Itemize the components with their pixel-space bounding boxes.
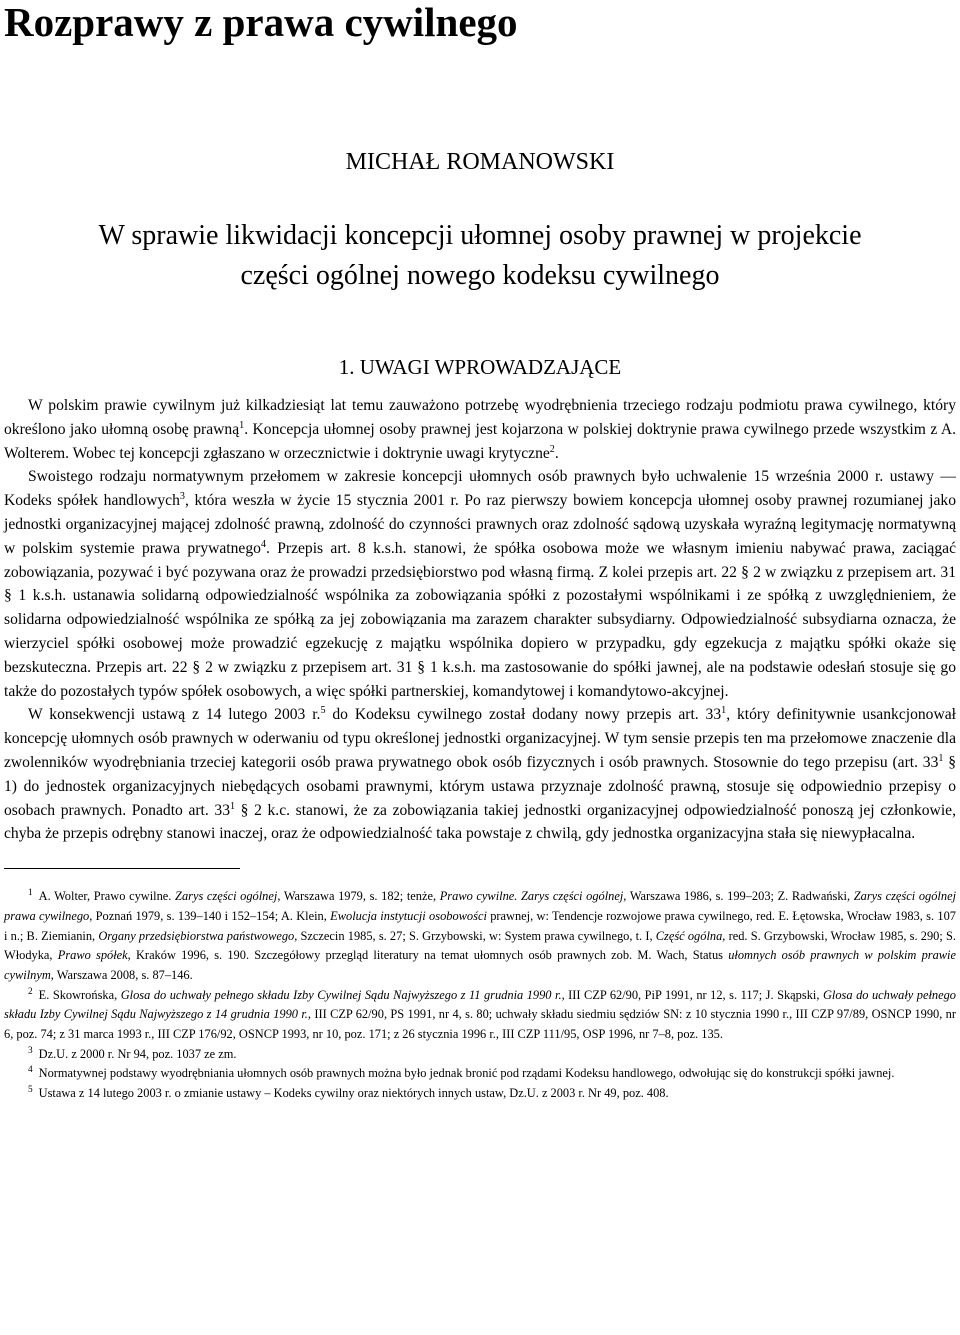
text-run: , Kraków 1996, s. 190. Szczegółowy przegląd literatury na temat ułomnych osób prawnych zob. M. Wach, Status — [127, 948, 729, 963]
article-title-line-2: części ogólnej nowego kodeksu cywilnego — [240, 260, 720, 291]
text-run: prawnej, w: Tendencje rozwojowe prawa cywilnego, red. E. Łętowska, Wrocław 1983, s. 107 i n.; B. Ziemianin, — [4, 908, 956, 943]
article-superscript: 1 — [938, 752, 944, 764]
text-run: , Warszawa 2008, s. 87–146. — [50, 967, 193, 982]
article-superscript: 1 — [721, 705, 727, 717]
journal-title: Rozprawy z prawa cywilnego — [4, 0, 518, 45]
citation-title: Organy przedsiębiorstwa państwowego — [98, 928, 295, 943]
text-run: , Poznań 1979, s. 139–140 i 152–154; A. Klein, — [89, 908, 331, 923]
article-title-line-1: W sprawie likwidacji koncepcji ułomnej osoby prawnej w projekcie — [98, 220, 862, 251]
author-name: MICHAŁ ROMANOWSKI — [345, 149, 615, 175]
text-run: , red. S. Grzybowski, Wrocław 1985, s. 290; S. Włodyka, — [4, 928, 956, 963]
footnote-4 — [4, 1064, 956, 1084]
paragraph-3 — [4, 703, 956, 846]
text-run: § 1) do jednostek organizacyjnych niebędących osobami prawnymi, którym ustawa przyznaje zdolność prawną, stosuje się odpowiednio przepisy o osobach prawnych. Ponadto art. 33 — [4, 753, 956, 819]
section-heading: 1. UWAGI WPROWADZAJĄCE — [338, 355, 622, 379]
footnote-number: 1 — [28, 888, 33, 899]
paragraph-2 — [4, 465, 956, 703]
article-title — [4, 216, 956, 296]
text-run: Ustawa z 14 lutego 2003 r. o zmianie ustawy – Kodeks cywilny oraz niektórych innych ustaw, Dz.U. z 2003 r. Nr 49, poz. 408. — [38, 1086, 669, 1101]
footnote-5 — [4, 1084, 956, 1104]
body-text — [4, 394, 956, 846]
footnote-ref-2[interactable]: 2 — [549, 443, 555, 455]
text-run: Normatywnej podstawy wyodrębniania ułomnych osób prawnych można było jednak bronić pod rządami Kodeksu handlowego, odwołując się do konstrukcji spółki jawnej. — [38, 1066, 895, 1081]
paragraph-1 — [4, 394, 956, 465]
footnote-number: 2 — [28, 986, 33, 997]
text-run: . — [554, 444, 559, 462]
footnote-number: 5 — [28, 1085, 33, 1096]
text-run: , Warszawa 1986, s. 199–203; Z. Radwański, — [623, 889, 854, 904]
text-run: , która weszła w życie 15 stycznia 2001 r. Po raz pierwszy bowiem koncepcja ułomnej osoby prawnej rozumianej jako jednostki organizacyjnej mającej zdolność prawną, zdolność do czynności prawnych oraz zdolność sądową uzyskała wyraźną legitymację normatywną w polskim systemie prawa prywatnego — [4, 492, 957, 557]
text-run: , III CZP 62/90, PS 1991, nr 4, s. 80; uchwały składu siedmiu sędziów SN: z 10 stycznia 1990 r., III CZP 97/89, OSNCP 1990, nr 6, poz. 74; z 31 marca 1993 r., III CZP 176/92, OSNCP 1993, nr 10, poz. 171; z 26 stycznia 1996 r., III CZP 111/95, OSP 1996, nr 7–8, poz. 135. — [4, 1007, 957, 1042]
text-run: , Warszawa 1979, s. 182; tenże, — [277, 889, 440, 904]
document-page — [4, 0, 956, 1104]
citation-title: Ewolucja instytucji osobowości — [330, 908, 487, 923]
text-run: Dz.U. z 2000 r. Nr 94, poz. 1037 ze zm. — [38, 1046, 237, 1061]
citation-title: Glosa do uchwały pełnego składu Izby Cywilnej Sądu Najwyższego z 11 grudnia 1990 r. — [120, 987, 562, 1002]
citation-title: Prawo cywilne. Zarys części ogólnej — [439, 889, 624, 904]
text-run: Swoistego rodzaju normatywnym przełomem w zakresie koncepcji ułomnych osób prawnych było uchwalenie 15 września 2000 r. ustawy ― Kodeks spółek handlowych — [4, 468, 956, 510]
footnote-1 — [4, 887, 956, 986]
citation-title: ułomnych osób prawnych w polskim prawie cywilnym — [4, 948, 956, 982]
text-run: . Przepis art. 8 k.s.h. stanowi, że spółka osobowa może we własnym imieniu nabywać prawa, zaciągać zobowiązania, pozywać i być pozywana oraz że prowadzi przedsiębiorstwo pod własną firmą. Z kolei przepis art. 22 § 2 w związku z przepisem art. 31 § 1 k.s.h. ustanawia solidarną odpowiedzialność wspólnika za zobowiązania spółki z pozostałymi wspólnikami i ze spółką z uwzględnieniem, że solidarna odpowiedzialność wspólnika ze spółką za jej zobowiązania ma zarazem charakter subsydiarny. Odpowiedzialność subsydiarna oznacza, że wierzyciel spółki osobowej może prowadzić egzekucję z majątku wspólnika dopiero w przypadku, gdy egzekucja z majątku spółki okaże się bezskuteczna. Przepis art. 22 § 2 w związku z przepisem art. 31 § 1 k.s.h. ma zastosowanie do spółki jawnej, ale na podstawie odesłań stosuje się go także do pozostałych typów spółek osobowych, a więc spółki partnerskiej, komandytowej i komandytowo-akcyjnej. — [4, 539, 956, 700]
text-run: W polskim prawie cywilnym już kilkadziesiąt lat temu zauważono potrzebę wyodrębnienia trzeciego rodzaju podmiotu prawa cywilnego, który określono jako ułomną osobę prawną — [4, 397, 956, 438]
footnotes — [4, 887, 956, 1104]
footnote-ref-1[interactable]: 1 — [239, 419, 245, 431]
text-run: A. Wolter, Prawo cywilne. — [38, 889, 176, 904]
citation-title: Prawo spółek — [57, 948, 128, 963]
footnote-ref-3[interactable]: 3 — [179, 491, 185, 502]
text-run: § 2 k.c. stanowi, że za zobowiązania takiej jednostki organizacyjnej odpowiedzialność ponoszą jej członkowie, chyba że przepis odrębny stanowi inaczej, oraz że odpowiedzialność taka powstaje z chwilą, gdy jednostka organizacyjna stała się niewypłacalna. — [4, 801, 956, 843]
footnote-number: 3 — [28, 1045, 33, 1056]
text-run: . Koncepcja ułomnej osoby prawnej jest kojarzona w polskiej doktrynie prawa cywilnego przede wszystkim z A. Wolterem. Wobec tej koncepcji zgłaszano w orzecznictwie i doktrynie uwagi krytyczne — [4, 420, 956, 462]
text-run: W konsekwencji ustawą z 14 lutego 2003 r. — [28, 706, 321, 724]
text-run: do Kodeksu cywilnego został dodany nowy przepis art. 33 — [325, 706, 722, 724]
citation-title: Zarys części ogólnej prawa cywilnego — [4, 889, 957, 923]
citation-title: Zarys części ogólnej — [175, 889, 278, 904]
text-run: , III CZP 62/90, PiP 1991, nr 12, s. 117; J. Skąpski, — [561, 987, 823, 1002]
footnote-separator — [4, 868, 240, 869]
citation-title: Część ogólna — [655, 928, 723, 943]
article-superscript: 1 — [230, 800, 236, 812]
footnote-3 — [4, 1045, 956, 1065]
footnote-number: 4 — [28, 1065, 33, 1076]
citation-title: Glosa do uchwały pełnego składu Izby Cywilnej Sądu Najwyższego z 14 grudnia 1990 r. — [4, 987, 956, 1022]
footnote-2 — [4, 986, 956, 1045]
text-run: , który definitywnie usankcjonował koncepcję ułomnych osób prawnych w oderwaniu od typu określonej jednostki organizacyjnej. W tym sensie przepis ten ma przełomowe znaczenie dla zwolenników wyodrębniania trzeciej kategorii osób prawa prywatnego obok osób fizycznych i osób prawnych. Stosownie do tego przepisu (art. 33 — [4, 706, 956, 771]
text-run: E. Skowrońska, — [38, 987, 121, 1002]
text-run: , Szczecin 1985, s. 27; S. Grzybowski, w: System prawa cywilnego, t. I, — [294, 928, 656, 943]
footnote-ref-5[interactable]: 5 — [320, 705, 326, 717]
footnote-ref-4[interactable]: 4 — [260, 538, 267, 550]
